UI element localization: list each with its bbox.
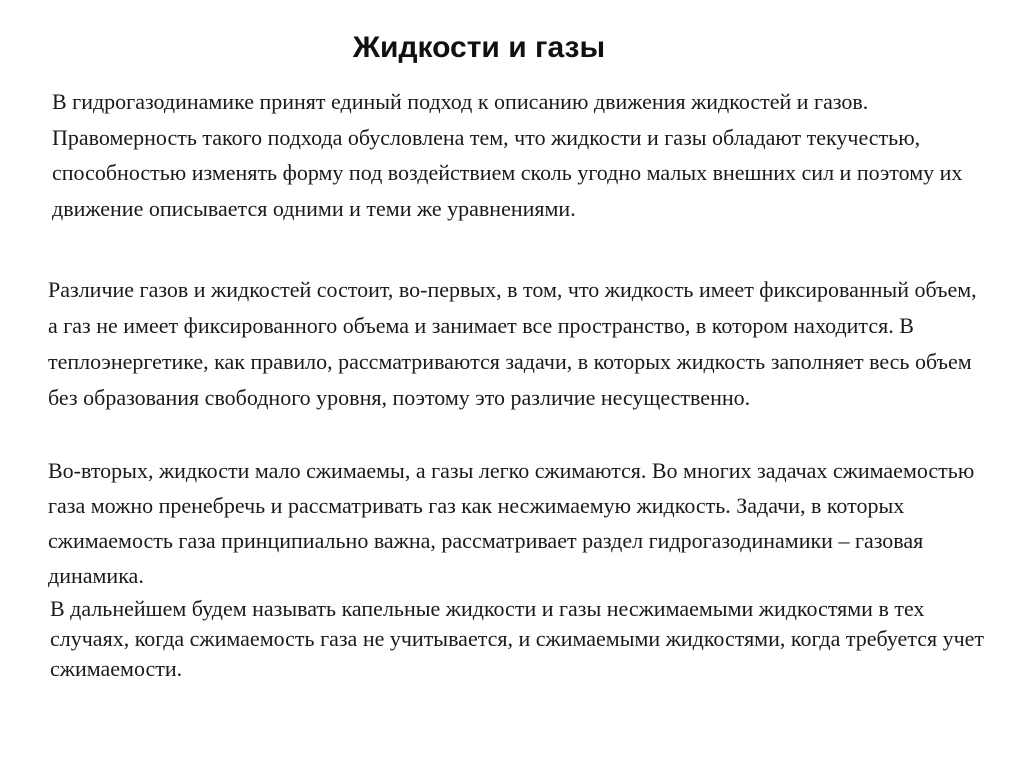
paragraph-volume-difference: Различие газов и жидкостей состоит, во-первых, в том, что жидкость имеет фиксированный объем, а газ не имеет фиксированного объема и занимает все пространство, в котором находится. В теплоэнергетике, как правило, рассматриваются задачи, в которых жидкость заполняет весь объем без образования свободного уровня, поэтому это различие несущественно. bbox=[48, 277, 977, 410]
slide-title: Жидкости и газы bbox=[352, 31, 606, 64]
paragraph-compressibility: Во-вторых, жидкости мало сжимаемы, а газы легко сжимаются. Во многих задачах сжимаемостью газа можно пренебречь и рассматривать газ как несжимаемую жидкость. Задачи, в которых сжимаемость газа принципиально важна, рассматривает раздел гидрогазодинамики – газовая динамика. bbox=[48, 458, 975, 588]
paragraph-intro: В гидрогазодинамике принят единый подход к описанию движения жидкостей и газов. Правомерность такого подхода обусловлена тем, что жидкости и газы обладают текучестью, способностью изменять форму под воздействием сколь угодно малых внешних сил и поэтому их движение описывается одними и теми же уравнениями. bbox=[52, 89, 963, 221]
paragraph-terminology: В дальнейшем будем называть капельные жидкости и газы несжимаемыми жидкостями в тех случаях, когда сжимаемость газа не учитывается, и сжимаемыми жидкостями, когда требуется учет сжимаемости. bbox=[50, 596, 985, 681]
